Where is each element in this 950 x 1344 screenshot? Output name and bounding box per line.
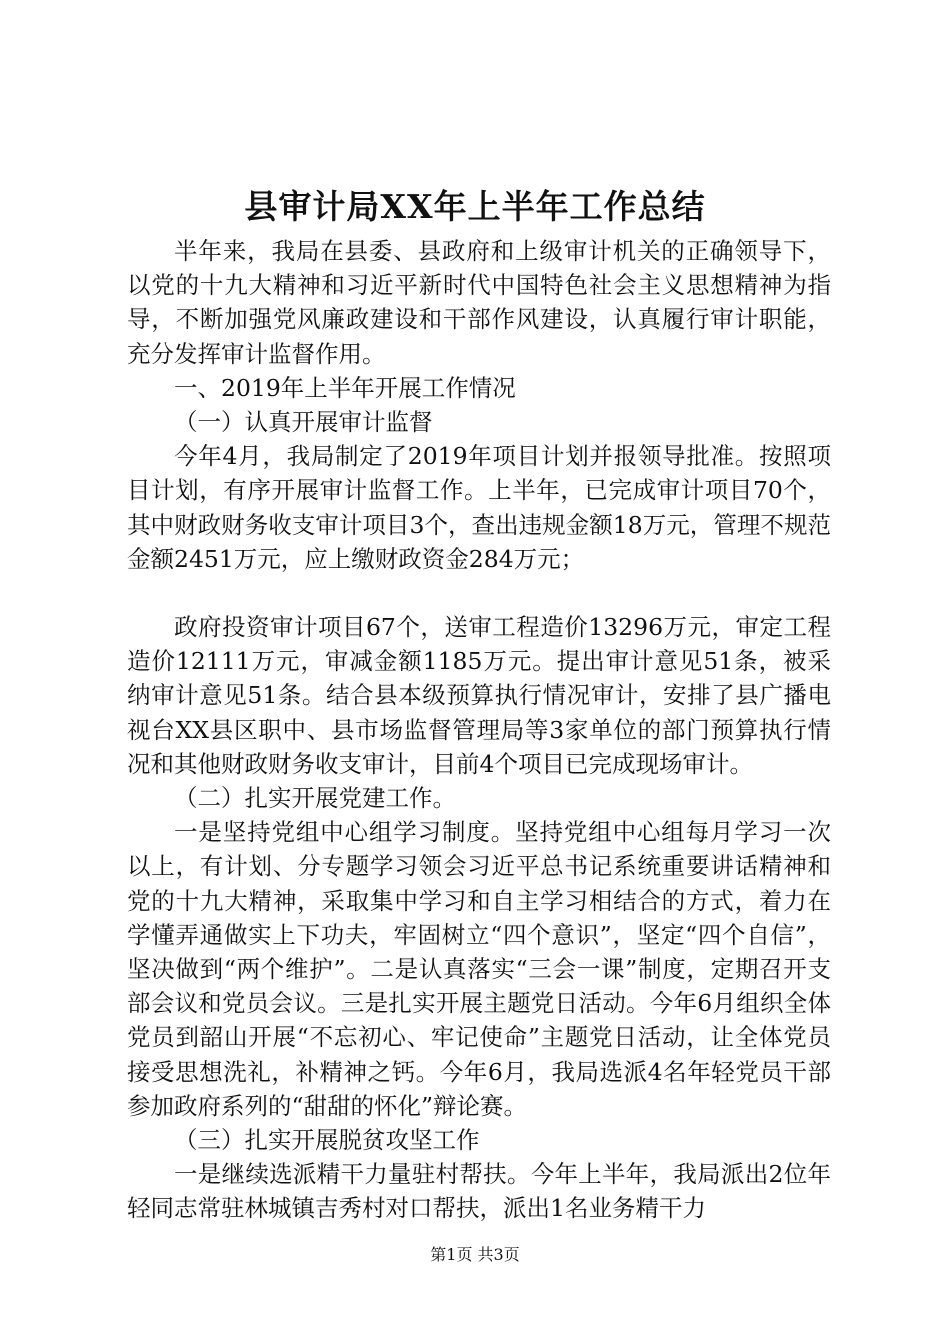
document-body bbox=[127, 234, 831, 1226]
paragraph-investment-audit: 政府投资审计项目67个，送审工程造价13296万元，审定工程造价12111万元，审减金额1185万元。提出审计意见51条，被采纳审计意见51条。结合县本级预算执行情况审计，安排了县广播电视台XX县区职中、县市场监督管理局等3家单位的部门预算执行情况和其他财政财务收支审计，目前4个项目已完成现场审计。 bbox=[127, 613, 831, 778]
subsection-heading-2: （二）扎实开展党建工作。 bbox=[174, 784, 456, 813]
page-footer: 第1页 共3页 bbox=[430, 1245, 520, 1264]
paragraph-party-building: 一是坚持党组中心组学习制度。坚持党组中心组每月学习一次以上，有计划、分专题学习领会习近平总书记系统重要讲话精神和党的十九大精神，采取集中学习和自主学习相结合的方式，着力在学懂弄通做实上下功夫，牢固树立“四个意识”，坚定“四个自信”，坚决做到“两个维护”。二是认真落实“三会一课”制度，定期召开支部会议和党员会议。三是扎实开展主题党日活动。今年6月组织全体党员到韶山开展“不忘初心、牢记使命”主题党日活动，让全体党员接受思想洗礼，补精神之钙。今年6月，我局选派4名年轻党员干部参加政府系列的“甜甜的怀化”辩论赛。 bbox=[127, 818, 831, 1120]
subsection-heading-3: （三）扎实开展脱贫攻坚工作 bbox=[174, 1126, 480, 1155]
section-heading-1: 一、2019年上半年开展工作情况 bbox=[174, 373, 516, 402]
paragraph-poverty-alleviation: 一是继续选派精干力量驻村帮扶。今年上半年，我局派出2位年轻同志常驻林城镇吉秀村对口帮扶，派出1名业务精干力 bbox=[127, 1160, 831, 1223]
document-title: 县审计局XX年上半年工作总结 bbox=[244, 187, 706, 226]
paragraph-intro: 半年来，我局在县委、县政府和上级审计机关的正确领导下，以党的十九大精神和习近平新时代中国特色社会主义思想精神为指导，不断加强党风廉政建设和干部作风建设，认真履行审计职能，充分发挥审计监督作用。 bbox=[127, 237, 831, 368]
subsection-heading-1: （一）认真开展审计监督 bbox=[174, 408, 433, 437]
paragraph-audit-projects: 今年4月，我局制定了2019年项目计划并报领导批准。按照项目计划，有序开展审计监督工作。上半年，已完成审计项目70个，其中财政财务收支审计项目3个，查出违规金额18万元，管理不规范金额2451万元，应上缴财政资金284万元； bbox=[127, 442, 831, 573]
